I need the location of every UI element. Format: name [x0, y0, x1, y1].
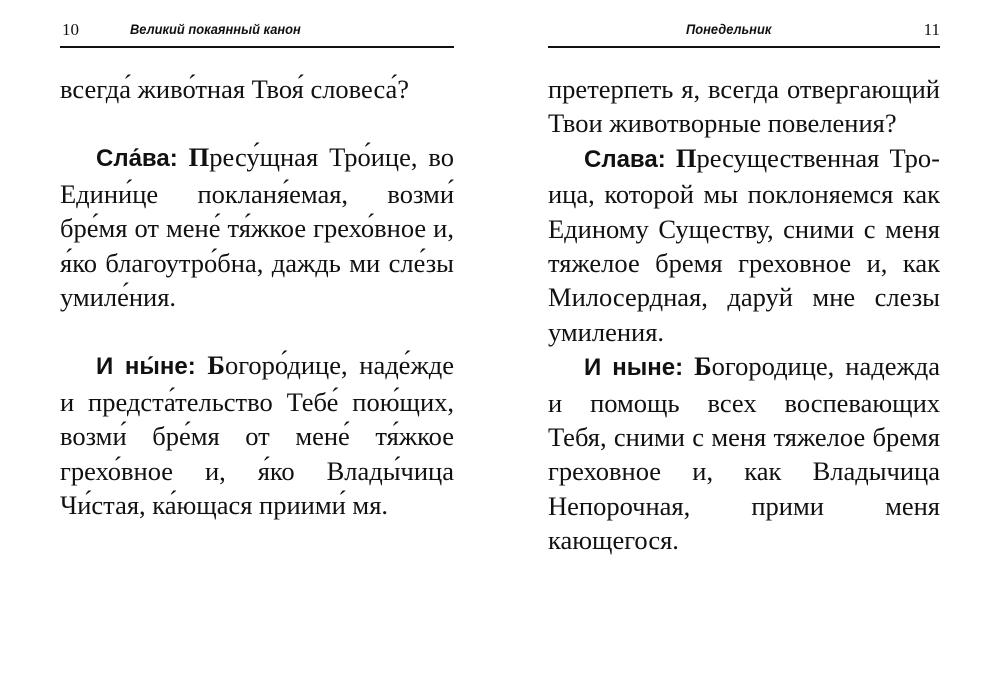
left-page: [60, 0, 454, 690]
right-now-text: огородице, надежда и помощь всех воспевающих Тебя, сними с меня тяжелое бремя греховное и, как Владычица Непорочная, прими меня кающегося.: [548, 351, 941, 556]
right-body-text: [548, 72, 940, 558]
left-glory-label: Сла́ва:: [96, 145, 178, 173]
right-now-label: И ныне:: [584, 354, 684, 382]
right-page-number: 11: [923, 20, 940, 39]
left-glory-text: ресу́щная Тро́ице, во Едини́це покланя́емая, возми́ бре́мя от мене́ тя́жкое грехо́вное и, я́ко благоутро́бна, даждь ми сле́зы умиле́ния.: [60, 142, 455, 313]
left-paragraph-glory: [60, 140, 454, 314]
right-glory-initial: П: [675, 142, 697, 173]
left-paragraph-now: [60, 348, 454, 522]
right-running-head: [548, 18, 940, 48]
left-now-label: И ны́не:: [96, 353, 196, 381]
left-running-head: [60, 18, 454, 48]
right-glory-text: ресущественная Троица, которой мы поклоняемся как Единому Существу, сними с меня тяжелое бремя греховное и, как Милосердная, даруй мне слезы умиления.: [548, 142, 940, 347]
left-paragraph-1: всегда́ живо́тная Твоя́ словеса́?: [60, 74, 410, 104]
left-page-number: 10: [62, 20, 79, 39]
left-body-text: [60, 72, 454, 522]
right-now-initial: Б: [694, 351, 712, 382]
right-paragraph-1: претерпеть я, всегда отвергающий Твои животворные повеления?: [548, 74, 940, 139]
right-paragraph-now: [548, 349, 940, 557]
left-now-text: огоро́дице, наде́жде и предста́тельство Тебе́ пою́щих, возми́ бре́мя от мене́ тя́жкое грехо́вное и, я́ко Влады́чица Чи́стая, ка́ющася приими́ мя.: [60, 350, 454, 521]
right-page: [548, 0, 940, 690]
left-now-initial: Б: [207, 350, 225, 381]
left-glory-initial: П: [188, 142, 210, 173]
right-glory-label: Слава:: [584, 145, 666, 173]
left-running-title: Великий покаянный канон: [130, 21, 301, 37]
right-running-title: Понедельник: [686, 21, 772, 37]
right-paragraph-glory: [548, 141, 940, 349]
